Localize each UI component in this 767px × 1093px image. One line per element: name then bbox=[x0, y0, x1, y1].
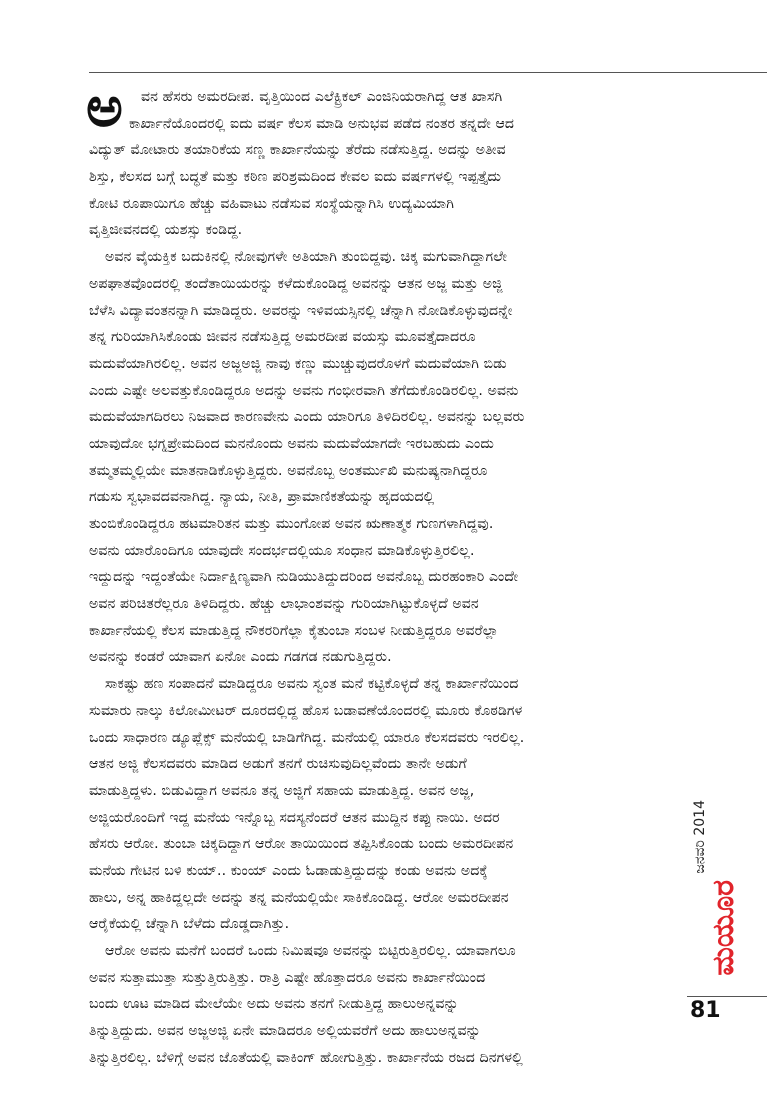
text-line: ತುಂಬಿಕೊಂಡಿದ್ದರೂ ಹಟಮಾರಿತನ ಮತ್ತು ಮುಂಗೋಪ ಅವನ ಋಣಾತ್ಮಕ ಗುಣಗಳಾಗಿದ್ದವು. bbox=[89, 516, 494, 532]
text-line: ಬೆಳೆಸಿ ವಿದ್ಯಾವಂತನನ್ನಾಗಿ ಮಾಡಿದ್ದರು. ಅವರನ್ನು ಇಳಿವಯಸ್ಸಿನಲ್ಲಿ ಚೆನ್ನಾಗಿ ನೋಡಿಕೊಳ್ಳುವುದನ್ನೇ bbox=[89, 302, 513, 319]
text-line: ಮದುವೆಯಾಗದಿರಲು ನಿಜವಾದ ಕಾರಣವೇನು ಎಂದು ಯಾರಿಗೂ ತಿಳಿದಿರಲಿಲ್ಲ. ಅವನನ್ನು ಬಲ್ಲವರು bbox=[89, 409, 525, 426]
text-line: ಯಾವುದೋ ಭಗ್ನಪ್ರೇಮದಿಂದ ಮನನೊಂದು ಅವನು ಮದುವೆಯಾಗದೇ ಇರಬಹುದು ಎಂದು bbox=[89, 435, 495, 452]
text-line: ಆರೈಕೆಯಲ್ಲಿ ಚೆನ್ನಾಗಿ ಬೆಳೆದು ದೊಡ್ಡದಾಗಿತ್ತು. bbox=[89, 916, 290, 933]
text-line: ಆತನ ಅಜ್ಜಿ ಕೆಲಸದವರು ಮಾಡಿದ ಅಡುಗೆ ತನಗೆ ರುಚಿಸುವುದಿಲ್ಲವೆಂದು ತಾನೇ ಅಡುಗೆ bbox=[89, 756, 467, 773]
page-number: 81 bbox=[690, 998, 721, 1023]
text-line: ಇದ್ದುದನ್ನು ಇದ್ದಂತೆಯೇ ನಿರ್ದಾಕ್ಷಿಣ್ಯವಾಗಿ ನುಡಿಯುತಿದ್ದುದರಿಂದ ಅವನೊಬ್ಬ ದುರಹಂಕಾರಿ ಎಂದೇ bbox=[89, 569, 519, 586]
text-line: ವೃತ್ತಿಜೀವನದಲ್ಲಿ ಯಶಸ್ಸು ಕಂಡಿದ್ದ. bbox=[89, 222, 243, 239]
text-line: ಹಾಲು, ಅನ್ನ ಹಾಕಿದ್ದಲ್ಲದೇ ಅದನ್ನು ತನ್ನ ಮನೆಯಲ್ಲಿಯೇ ಸಾಕಿಕೊಂಡಿದ್ದ. ಆರೋ ಅಮರದೀಪನ bbox=[89, 889, 509, 906]
text-line: ಅವನ ಪರಿಚಿತರೆಲ್ಲರೂ ತಿಳಿದಿದ್ದರು. ಹೆಚ್ಚು ಲಾಭಾಂಶವನ್ನು ಗುರಿಯಾಗಿಟ್ಟುಕೊಳ್ಳದೆ ಅವನ bbox=[89, 596, 479, 613]
magazine-logo: ಮಯೂರ bbox=[706, 880, 741, 976]
text-line: ವನ ಹೆಸರು ಅಮರದೀಪ. ವೃತ್ತಿಯಿಂದ ಎಲೆಕ್ಟ್ರಿಕಲ್ ಎಂಜಿನಿಯರಾಗಿದ್ದ ಆತ ಖಾಸಗಿ bbox=[141, 89, 503, 105]
text-line: ಎಂದು ಎಷ್ಟೇ ಅಲವತ್ತುಕೊಂಡಿದ್ದರೂ ಅದನ್ನು ಅವನು ಗಂಭೀರವಾಗಿ ತೆಗೆದುಕೊಂಡಿರಲಿಲ್ಲ. ಅವನು bbox=[89, 382, 519, 399]
text-line: ತಿನ್ನುತ್ತಿರಲಿಲ್ಲ. ಬೆಳಿಗ್ಗೆ ಅವನ ಜೊತೆಯಲ್ಲಿ ವಾಕಿಂಗ್ ಹೋಗುತ್ತಿತ್ತು. ಕಾರ್ಖಾನೆಯ ರಜದ ದಿನಗಳಲ್ಲಿ bbox=[89, 1049, 523, 1066]
drop-cap: ಅ bbox=[86, 75, 123, 140]
text-line: ಶಿಸ್ತು, ಕೆಲಸದ ಬಗ್ಗೆ ಬದ್ಧತೆ ಮತ್ತು ಕಠಿಣ ಪರಿಶ್ರಮದಿಂದ ಕೇವಲ ಐದು ವರ್ಷಗಳಲ್ಲಿ ಇಪ್ಪತ್ತೈದು bbox=[89, 169, 502, 186]
text-line: ಅವನು ಯಾರೊಂದಿಗೂ ಯಾವುದೇ ಸಂದರ್ಭದಲ್ಲಿಯೂ ಸಂಧಾನ ಮಾಡಿಕೊಳ್ಳುತ್ತಿರಲಿಲ್ಲ. bbox=[89, 542, 475, 559]
text-line: ತಿನ್ನುತ್ತಿದ್ದುದು. ಅವನ ಅಜ್ಜಅಜ್ಜಿ ಏನೇ ಮಾಡಿದರೂ ಅಲ್ಲಿಯವರೆಗೆ ಅದು ಹಾಲುಅನ್ನವನ್ನು bbox=[89, 1023, 481, 1040]
text-line: ಅವನನ್ನು ಕಂಡರೆ ಯಾವಾಗ ಏನೋ ಎಂದು ಗಡಗಡ ನಡುಗುತ್ತಿದ್ದರು. bbox=[89, 649, 392, 666]
text-line: ಗಡುಸು ಸ್ವಭಾವದವನಾಗಿದ್ದ. ನ್ಯಾಯ, ನೀತಿ, ಪ್ರಾಮಾಣಿಕತೆಯನ್ನು ಹೃದಯದಲ್ಲಿ bbox=[89, 489, 435, 506]
text-line: ಹೆಸರು ಆರೋ. ತುಂಬಾ ಚಿಕ್ಕದಿದ್ದಾಗ ಆರೋ ತಾಯಿಯಿಂದ ತಪ್ಪಿಸಿಕೊಂಡು ಬಂದು ಅಮರದೀಪನ bbox=[89, 836, 514, 853]
text-line: ವಿದ್ಯುತ್ ಮೋಟಾರು ತಯಾರಿಕೆಯ ಸಣ್ಣ ಕಾರ್ಖಾನೆಯನ್ನು ತೆರೆದು ನಡೆಸುತ್ತಿದ್ದ. ಅದನ್ನು ಅತೀವ bbox=[89, 142, 506, 159]
text-line: ತಮ್ಮತಮ್ಮಲ್ಲಿಯೇ ಮಾತನಾಡಿಕೊಳ್ಳುತ್ತಿದ್ದರು. ಅವನೊಬ್ಬ ಅಂತರ್ಮುಖಿ ಮನುಷ್ಯನಾಗಿದ್ದರೂ bbox=[89, 462, 488, 479]
text-line: ಮದುವೆಯಾಗಿರಲಿಲ್ಲ. ಅವನ ಅಜ್ಜಅಜ್ಜಿ ನಾವು ಕಣ್ಣು ಮುಚ್ಚುವುದರೊಳಗೆ ಮದುವೆಯಾಗಿ ಬಿಡು bbox=[89, 355, 507, 372]
text-line: ಅವನ ಸುತ್ತಾಮುತ್ತಾ ಸುತ್ತುತ್ತಿರುತ್ತಿತ್ತು. ರಾತ್ರಿ ಎಷ್ಟೇ ಹೊತ್ತಾದರೂ ಅವನು ಕಾರ್ಖಾನೆಯಿಂದ bbox=[89, 969, 486, 986]
article-body bbox=[89, 84, 674, 1071]
top-divider bbox=[89, 72, 767, 73]
text-line: ಅಪಘಾತವೊಂದರಲ್ಲಿ ತಂದೆತಾಯಿಯರನ್ನು ಕಳೆದುಕೊಂಡಿದ್ದ ಅವನನ್ನು ಆತನ ಅಜ್ಜ ಮತ್ತು ಅಜ್ಜಿ bbox=[89, 275, 503, 292]
text-line: ಕೋಟಿ ರೂಪಾಯಿಗೂ ಹೆಚ್ಚು ವಹಿವಾಟು ನಡೆಸುವ ಸಂಸ್ಥೆಯನ್ನಾಗಿಸಿ ಉದ್ಯಮಿಯಾಗಿ bbox=[89, 195, 455, 212]
text-line: ಕಾರ್ಖಾನೆಯಲ್ಲಿ ಕೆಲಸ ಮಾಡುತ್ತಿದ್ದ ನೌಕರರಿಗೆಲ್ಲಾ ಕೈತುಂಬಾ ಸಂಬಳ ನೀಡುತ್ತಿದ್ದರೂ ಅವರೆಲ್ಲಾ bbox=[89, 622, 499, 639]
text-line: ಸಾಕಷ್ಟು ಹಣ ಸಂಪಾದನೆ ಮಾಡಿದ್ದರೂ ಅವನು ಸ್ವಂತ ಮನೆ ಕಟ್ಟಿಕೊಳ್ಳದೆ ತನ್ನ ಕಾರ್ಖಾನೆಯಿಂದ bbox=[105, 676, 519, 693]
issue-date: ಜನವರಿ 2014 bbox=[692, 800, 708, 874]
text-line: ಸುಮಾರು ನಾಲ್ಕು ಕಿಲೋಮೀಟರ್ ದೂರದಲ್ಲಿದ್ದ ಹೊಸ ಬಡಾವಣೆಯೊಂದರಲ್ಲಿ ಮೂರು ಕೊಠಡಿಗಳ bbox=[89, 702, 523, 719]
text-line: ಮಾಡುತ್ತಿದ್ದಳು. ಬಿಡುವಿದ್ದಾಗ ಅವನೂ ತನ್ನ ಅಜ್ಜಿಗೆ ಸಹಾಯ ಮಾಡುತ್ತಿದ್ದ. ಅವನ ಅಜ್ಜ, bbox=[89, 782, 475, 799]
text-line: ಮನೆಯ ಗೇಟಿನ ಬಳಿ ಕುಯ್.. ಕುಂಯ್ ಎಂದು ಓಡಾಡುತ್ತಿದ್ದುದನ್ನು ಕಂಡು ಅವನು ಅದಕ್ಕೆ bbox=[89, 862, 488, 879]
text-line: ಒಂದು ಸಾಧಾರಣ ಡ್ಯೂಪ್ಲೆಕ್ಸ್ ಮನೆಯಲ್ಲಿ ಬಾಡಿಗೆಗಿದ್ದ. ಮನೆಯಲ್ಲಿ ಯಾರೂ ಕೆಲಸದವರು ಇರಲಿಲ್ಲ. bbox=[89, 729, 525, 746]
text-line: ಕಾರ್ಖಾನೆಯೊಂದರಲ್ಲಿ ಐದು ವರ್ಷ ಕೆಲಸ ಮಾಡಿ ಅನುಭವ ಪಡೆದ ನಂತರ ತನ್ನದೇ ಆದ bbox=[129, 115, 515, 132]
text-line: ಬಂದು ಊಟ ಮಾಡಿದ ಮೇಲೆಯೇ ಅದು ಅವನು ತನಗೆ ನೀಡುತ್ತಿದ್ದ ಹಾಲುಅನ್ನವನ್ನು bbox=[89, 996, 459, 1013]
text-line: ಆರೋ ಅವನು ಮನೆಗೆ ಬಂದರೆ ಒಂದು ನಿಮಿಷವೂ ಅವನನ್ನು ಬಿಟ್ಟಿರುತ್ತಿರಲಿಲ್ಲ. ಯಾವಾಗಲೂ bbox=[105, 943, 516, 959]
footer-divider bbox=[687, 996, 767, 997]
text-line: ಅಜ್ಜಿಯರೊಂದಿಗೆ ಇದ್ದ ಮನೆಯ ಇನ್ನೊಬ್ಬ ಸದಸ್ಯನೆಂದರೆ ಆತನ ಮುದ್ದಿನ ಕಪ್ಪು ನಾಯಿ. ಅದರ bbox=[89, 809, 500, 826]
text-line: ತನ್ನ ಗುರಿಯಾಗಿಸಿಕೊಂಡು ಜೀವನ ನಡೆಸುತ್ತಿದ್ದ ಅಮರದೀಪ ವಯಸ್ಸು ಮೂವತ್ತೈದಾದರೂ bbox=[89, 329, 476, 346]
text-line: ಅವನ ವೈಯಕ್ತಿಕ ಬದುಕಿನಲ್ಲಿ ನೋವುಗಳೇ ಅತಿಯಾಗಿ ತುಂಬಿದ್ದವು. ಚಿಕ್ಕ ಮಗುವಾಗಿದ್ದಾಗಲೇ bbox=[105, 249, 508, 266]
